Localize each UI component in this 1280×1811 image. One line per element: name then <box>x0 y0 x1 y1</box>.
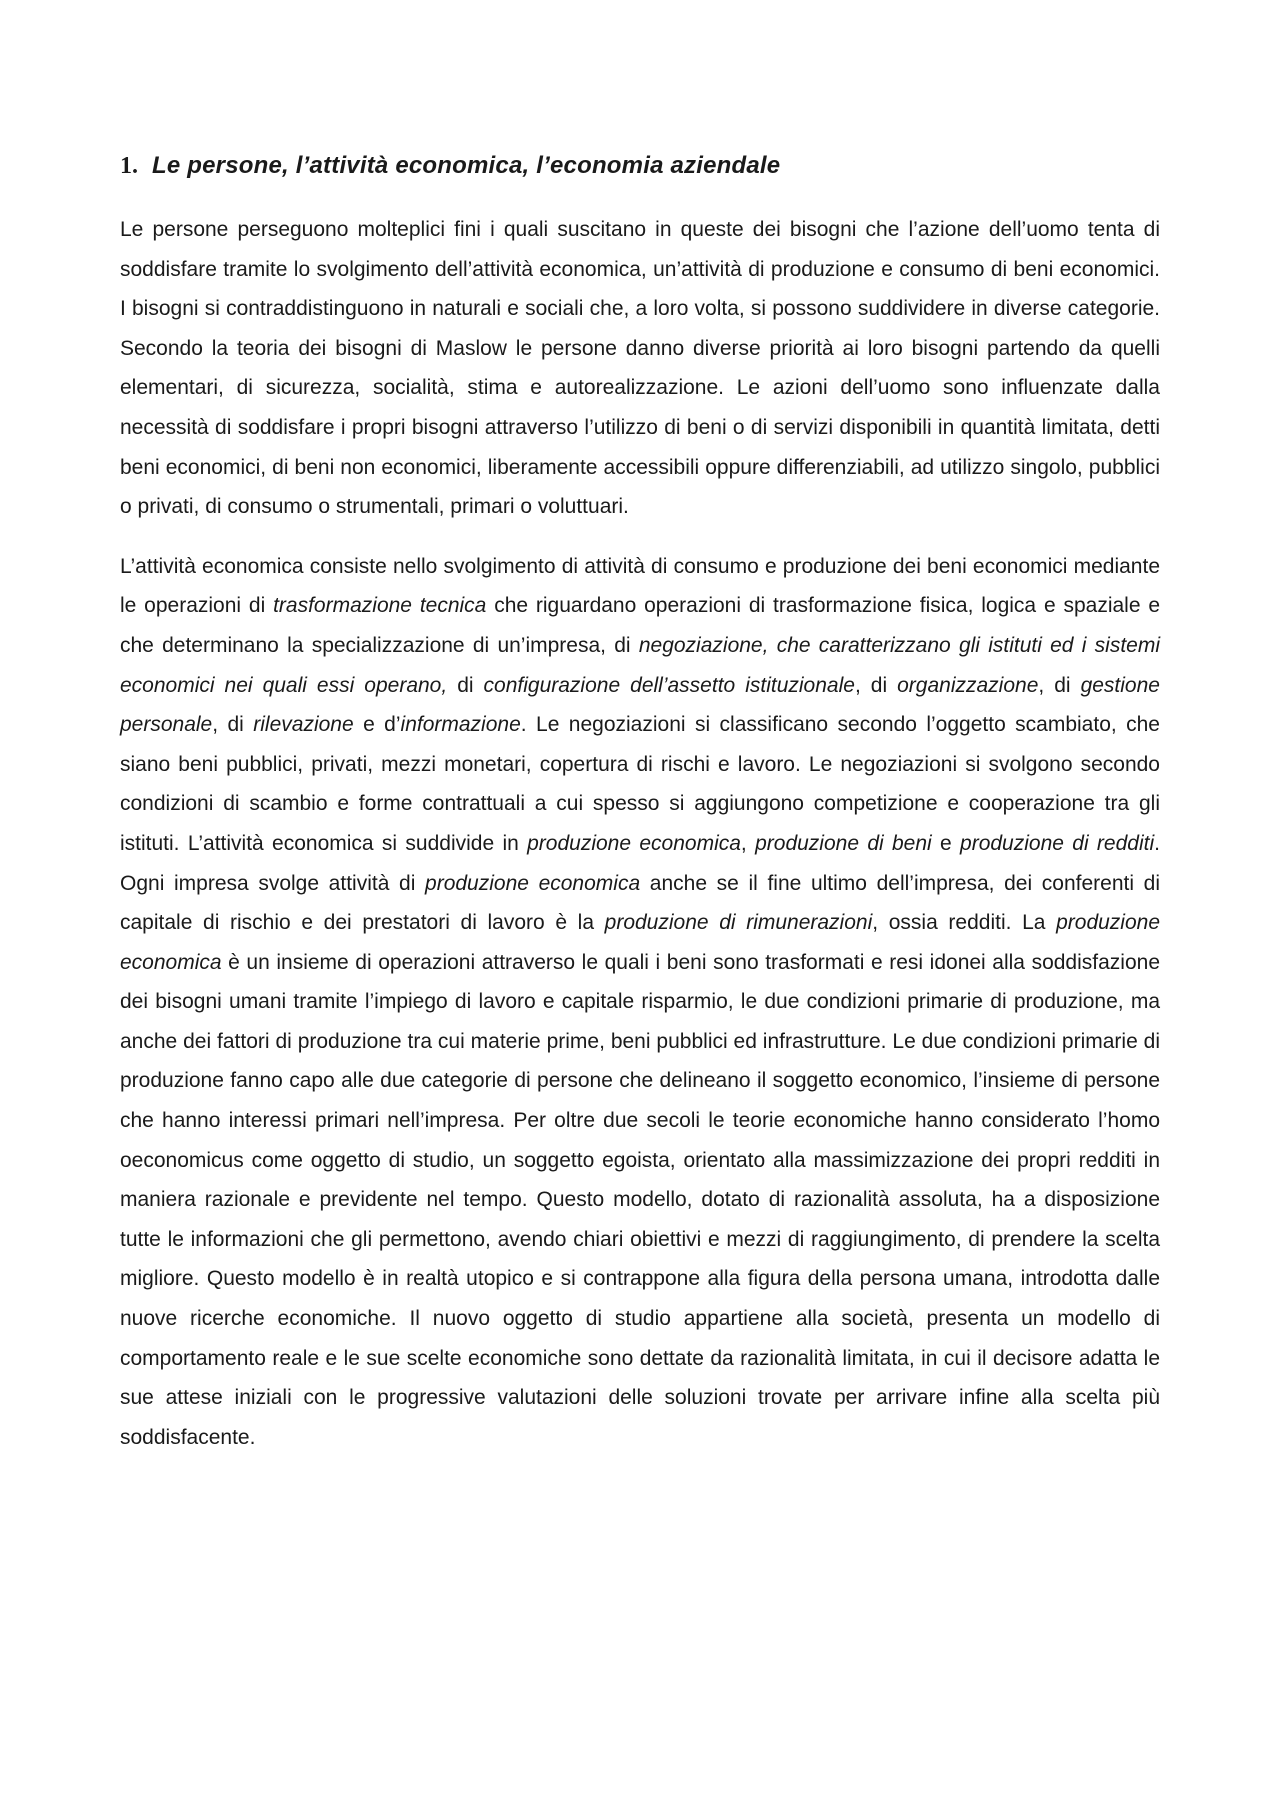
text-run: e d’ <box>353 713 401 737</box>
body-text <box>120 210 1160 1457</box>
body-paragraph-1 <box>120 210 1160 527</box>
italic-term: produzione di beni <box>755 831 932 855</box>
italic-term: trasformazione tecnica <box>273 594 487 618</box>
text-run: , di <box>212 713 254 737</box>
text-run: e <box>931 831 961 855</box>
document-page <box>120 150 1160 1477</box>
italic-term: rilevazione <box>253 713 354 737</box>
italic-term: negoziazione, che caratterizzano gli istituti ed i sistemi economici nei quali essi operano, <box>120 633 1160 697</box>
italic-term: produzione di redditi <box>960 831 1155 855</box>
italic-term: produzione economica <box>425 871 641 895</box>
text-run: che riguardano operazioni di trasformazione fisica, logica e spaziale e che determinano la specializzazione di un’impresa, di <box>120 594 1161 657</box>
text-run: , di <box>854 673 898 697</box>
text-run: Le persone perseguono molteplici fini i quali suscitano in queste dei bisogni che l’azione dell’uomo tenta di soddisfare tramite lo svolgimento dell’attività economica, un’attività di produzione e consumo di beni economici. I bisogni si contraddistinguono in naturali e sociali che, a loro volta, si possono suddividere in diverse categorie. Secondo la teoria dei bisogni di Maslow le persone danno diverse priorità ai loro bisogni partendo da quelli elementari, di sicurezza, socialità, stima e autorealizzazione. Le azioni dell’uomo sono influenzate dalla necessità di soddisfare i propri bisogni attraverso l’utilizzo di beni o di servizi disponibili in quantità limitata, detti beni economici, di beni non economici, liberamente accessibili oppure differenziabili, ad utilizzo singolo, pubblici o privati, di consumo o strumentali, primari o voluttuari. <box>120 218 1160 519</box>
text-run: L’attività economica consiste nello svolgimento di attività di consumo e produzione dei beni economici mediante le operazioni di <box>120 554 1160 618</box>
text-run: anche se il fine ultimo dell’impresa, dei conferenti di capitale di rischio e dei prestatori di lavoro è la <box>120 871 1160 935</box>
text-run: di <box>447 673 484 697</box>
body-paragraph-2 <box>120 547 1160 1458</box>
text-run: . Le negoziazioni si classificano secondo l’oggetto scambiato, che siano beni pubblici, privati, mezzi monetari, copertura di rischi e lavoro. Le negoziazioni si svolgono secondo condizioni di scambio e forme contrattuali a cui spesso si aggiungono competizione e cooperazione tra gli istituti. L’attività economica si suddivide in <box>120 713 1160 855</box>
section-title: Le persone, l’attività economica, l’economia aziendale <box>152 152 781 179</box>
text-run: , di <box>1038 673 1081 697</box>
italic-term: informazione <box>400 713 521 737</box>
text-run: , ossia redditi. La <box>872 911 1057 935</box>
section-number: 1. <box>120 153 138 179</box>
text-run: , <box>740 831 756 855</box>
italic-term: configurazione dell’assetto istituzionale <box>483 673 855 697</box>
italic-term: produzione di rimunerazioni <box>604 911 873 935</box>
text-run: è un insieme di operazioni attraverso le quali i beni sono trasformati e resi idonei alla soddisfazione dei bisogni umani tramite l’impiego di lavoro e capitale risparmio, le due condizioni primarie di produzione, ma anche dei fattori di produzione tra cui materie prime, beni pubblici ed infrastrutture. Le due condizioni primarie di produzione fanno capo alle due categorie di persone che delineano il soggetto economico, l’insieme di persone che hanno interessi primari nell’impresa. Per oltre due secoli le teorie economiche hanno considerato l’homo oeconomicus come oggetto di studio, un soggetto egoista, orientato alla massimizzazione dei propri redditi in maniera razionale e previdente nel tempo. Questo modello, dotato di razionalità assoluta, ha a disposizione tutte le informazioni che gli permettono, avendo chiari obiettivi e mezzi di raggiungimento, di prendere la scelta migliore. Questo modello è in realtà utopico e si contrappone alla figura della persona umana, introdotta dalle nuove ricerche economiche. Il nuovo oggetto di studio appartiene alla società, presenta un modello di comportamento reale e le sue scelte economiche sono dettate da razionalità limitata, in cui il decisore adatta le sue attese iniziali con le progressive valutazioni delle soluzioni trovate per arrivare infine alla scelta più soddisfacente. <box>120 950 1160 1449</box>
text-run: . Ogni impresa svolge attività di <box>120 831 1160 895</box>
section-heading <box>120 150 1160 182</box>
italic-term: produzione economica <box>120 911 1161 974</box>
italic-term: gestione personale <box>120 673 1160 737</box>
italic-term: produzione economica <box>527 831 741 855</box>
italic-term: organizzazione <box>897 673 1039 697</box>
